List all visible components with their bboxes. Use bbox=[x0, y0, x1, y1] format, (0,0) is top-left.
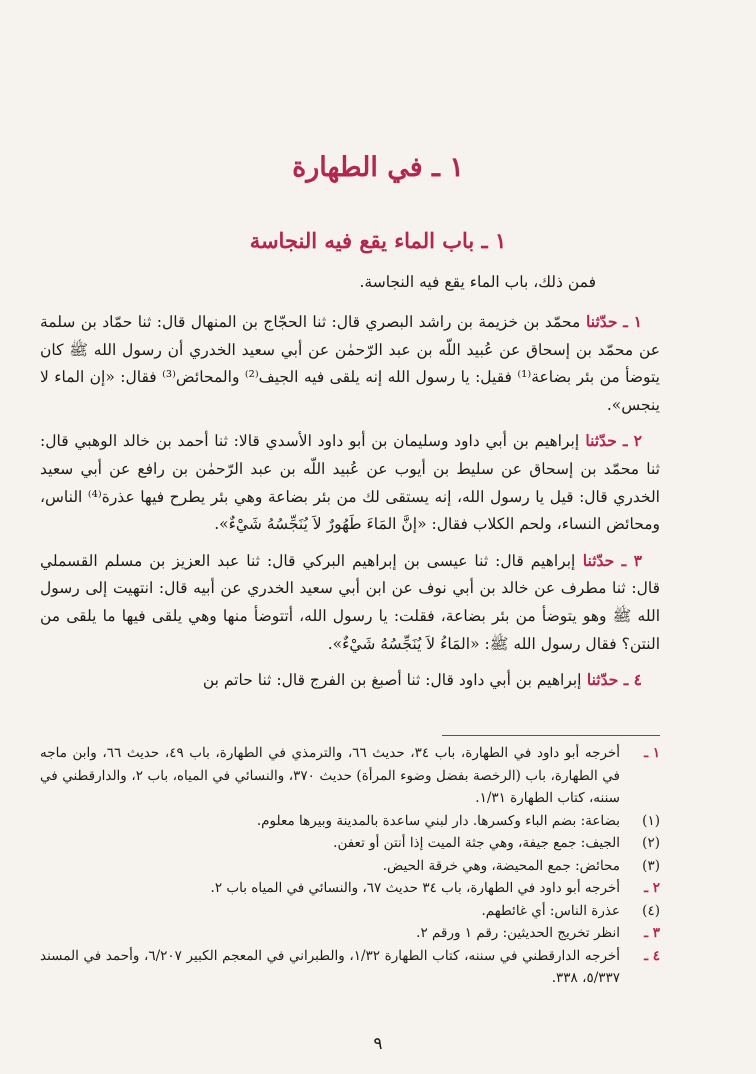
footnote-item bbox=[40, 810, 660, 833]
footnote-key: (٣) bbox=[642, 857, 660, 874]
intro-text: فمن ذلك، باب الماء يقع فيه النجاسة. bbox=[359, 273, 596, 291]
hadith-number: ٢ bbox=[633, 431, 642, 451]
hadith-text: إبراهيم بن أبي داود قال: ثنا أصبغ بن الفرج قال: ثنا حاتم بن bbox=[202, 671, 582, 690]
hadith-marker: ـ حدّثنا bbox=[580, 312, 634, 331]
footnote-divider bbox=[442, 735, 660, 736]
footnote-item bbox=[40, 922, 660, 945]
hadith-1 bbox=[40, 308, 660, 419]
hadith-text: إبراهيم قال: ثنا عيسى بن إبراهيم البركي قال: ثنا عبد العزيز بن مسلم القسملي قال: ثنا مطرف عن خالد بن أبي نوف عن ابن أبي سعيد الخدري عن أبيه قال: انتهيت إلى رسول الله ﷺ وهو يتوضأ من بئر بضاعة، فقلت: يا رسول الله، أتتوضأ منها وهي يلقى فيها ما يلقى من النتن؟ فقال رسول الله ﷺ: «المَاءُ لاَ يُنَجِّسُهُ شَيْءٌ». bbox=[40, 551, 660, 653]
hadith-list bbox=[40, 308, 660, 703]
footnote-text: أخرجه الدارقطني في سننه، كتاب الطهارة ١/٣٢، والطبراني في المعجم الكبير ٦/٢٠٧، وأحمد في المسند ٥/٣٣٧، ٣٣٨. bbox=[40, 947, 620, 986]
footnote-item bbox=[40, 832, 660, 855]
footnotes bbox=[40, 742, 660, 990]
hadith-marker: ـ حدّثنا bbox=[575, 550, 634, 570]
footnote-key: (١) bbox=[642, 812, 660, 829]
hadith-number: ٣ bbox=[633, 550, 642, 570]
footnote-item bbox=[40, 945, 660, 990]
hadith-text: محمّد بن خزيمة بن راشد البصري قال: ثنا الحجّاج بن المنهال قال: ثنا حمّاد بن سلمة عن محمّد بن إسحاق عن عُبيد اللّه بن عبد الرّحمٰن عن أبي سعيد الخدري أن رسول الله ﷺ كان يتوضأ من بئر بضاعة⁽¹⁾ فقيل: يا رسول الله إنه يلقى فيه الجيف⁽²⁾ والمحائض⁽³⁾ فقال: «إن الماء لا ينجس». bbox=[40, 313, 660, 414]
footnote-text: أخرجه أبو داود في الطهارة، باب ٣٤، حديث ٦٦، والترمذي في الطهارة، باب ٤٩، حديث ٦٦، وابن ماجه في الطهارة، باب (الرخصة بفضل وضوء المرأة) حديث ٣٧٠، والنسائي في المياه، باب ٢، والدارقطني في سننه، كتاب الطهارة ١/٣١. bbox=[40, 745, 620, 806]
hadith-text: إبراهيم بن أبي داود وسليمان بن أبو داود الأسدي قالا: ثنا أحمد بن خالد الوهبي قال: ثنا محمّد بن إسحاق عن سليط بن أيوب عن عُبيد اللّه بن عبد الرّحمٰن بن رافع عن أبي سعيد الخدري قال: قيل يا رسول الله، إنه يستقى لك من بئر بضاعة وهي بئر يطرح فيها عذرة⁽⁴⁾ الناس، ومحائض النساء، ولحم الكلاب فقال: «إنَّ المَاءَ طَهُورٌ لاَ يُنَجِّسُهُ شَيْءٌ». bbox=[40, 432, 660, 534]
footnote-key: (٢) bbox=[642, 835, 660, 851]
hadith-number: ٤ bbox=[633, 670, 642, 690]
footnote-item bbox=[40, 742, 660, 810]
hadith-marker: ـ حدّثنا bbox=[579, 431, 634, 451]
footnote-key: (٤) bbox=[642, 902, 660, 919]
footnote-item bbox=[40, 900, 660, 923]
footnote-key: ٣ ـ bbox=[644, 925, 660, 941]
footnote-text: الجيف: جمع جيفة، وهي جثة الميت إذا أنتن أو تعفن. bbox=[333, 835, 620, 851]
hadith-number: ١ bbox=[633, 312, 642, 331]
footnote-text: أخرجه أبو داود في الطهارة، باب ٣٤ حديث ٦٧، والنسائي في المياه باب ٢. bbox=[210, 880, 620, 896]
footnote-item bbox=[40, 855, 660, 878]
footnote-key: ٤ ـ bbox=[644, 947, 660, 964]
chapter-title: ١ ـ في الطهارة bbox=[292, 152, 464, 183]
footnote-text: انظر تخريج الحديثين: رقم ١ ورقم ٢. bbox=[416, 925, 620, 941]
hadith-3 bbox=[40, 547, 660, 658]
footnote-key: ٢ ـ bbox=[644, 880, 660, 896]
footnote-text: بضاعة: بضم الباء وكسرها. دار لبني ساعدة بالمدينة وبيرها معلوم. bbox=[256, 812, 620, 829]
footnote-text: عذرة الناس: أي غائطهم. bbox=[481, 902, 620, 919]
footnote-text: محائض: جمع المحيضة، وهي خرقة الحيض. bbox=[382, 857, 620, 874]
footnote-key: ١ ـ bbox=[644, 745, 660, 761]
section-title: ١ ـ باب الماء يقع فيه النجاسة bbox=[249, 228, 507, 253]
hadith-4 bbox=[40, 666, 660, 695]
hadith-2 bbox=[40, 427, 660, 538]
footnote-item bbox=[40, 877, 660, 900]
page-number: ٩ bbox=[373, 1034, 383, 1054]
hadith-marker: ـ حدّثنا bbox=[581, 670, 634, 690]
